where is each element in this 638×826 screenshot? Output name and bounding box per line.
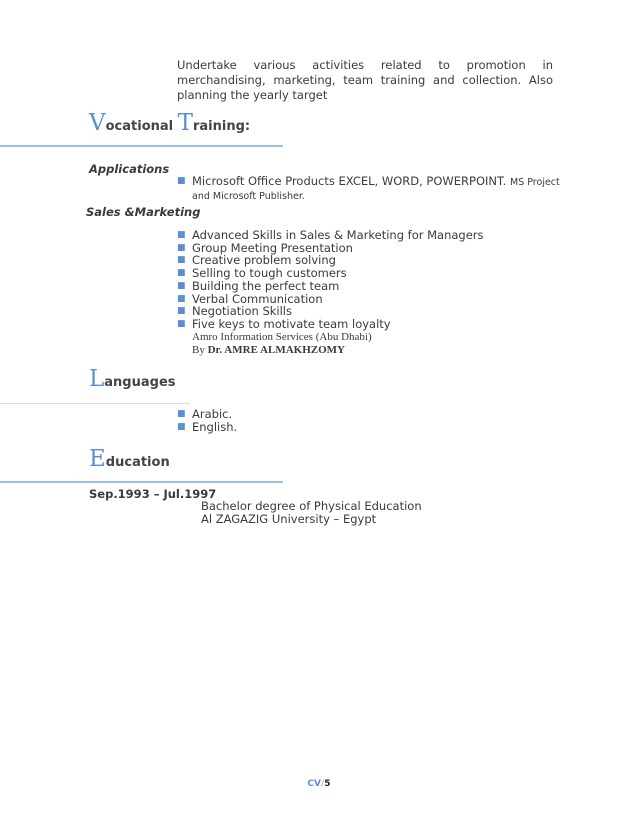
heading-initial: V: [89, 110, 106, 136]
applications-list: [177, 174, 560, 203]
vocational-training-heading: [89, 110, 250, 136]
bullet-icon: ■: [177, 293, 186, 304]
list-item: ■ Arabic.: [177, 407, 233, 421]
intro-paragraph: Undertake various activities related to promotion in merchandising, marketing, team training and collection. Also planning the yearly target: [177, 58, 553, 102]
list-item: ■ Advanced Skills in Sales & Marketing for Managers: [177, 228, 484, 242]
page-footer: [0, 779, 638, 789]
list-item: ■ Group Meeting Presentation: [177, 240, 353, 255]
training-provider: Amro Information Services (Abu Dhabi): [192, 330, 372, 343]
heading-text: anguages: [104, 375, 176, 390]
section-divider: [0, 145, 283, 147]
heading-initial: E: [89, 446, 106, 472]
education-university: Al ZAGAZIG University – Egypt: [201, 512, 377, 526]
sales-marketing-subheading: Sales &Marketing: [86, 205, 201, 219]
bullet-icon: ■: [177, 318, 186, 329]
list-item: ■ Verbal Communication: [177, 291, 323, 306]
bullet-icon: ■: [177, 230, 186, 240]
section-divider: [0, 481, 283, 483]
heading-text: raining:: [193, 119, 251, 134]
sales-marketing-list: [177, 229, 484, 357]
footer-separator: /: [321, 779, 325, 789]
bullet-icon: ■: [177, 409, 186, 419]
applications-main-text: Microsoft Office Products EXCEL, WORD, POWERPOINT.: [192, 174, 507, 188]
list-item: ■ Building the perfect team: [177, 278, 340, 293]
heading-text: ducation: [105, 455, 170, 470]
list-item: ■ Five keys to motivate team loyalty: [177, 316, 391, 331]
heading-text: ocational: [105, 119, 178, 134]
trainer-name: Dr. AMRE ALMAKHZOMY: [207, 343, 345, 356]
bullet-icon: ■: [177, 268, 186, 279]
list-item: ■ English.: [177, 419, 238, 434]
bullet-icon: ■: [177, 280, 186, 291]
list-item: ■ Creative problem solving: [177, 253, 336, 268]
education-date-range: Sep.1993 – Jul.1997: [89, 487, 217, 501]
bullet-icon: ■: [177, 242, 186, 253]
applications-line2: and Microsoft Publisher.: [192, 190, 305, 202]
footer-cv: CV: [307, 779, 321, 789]
bullet-icon: ■: [177, 176, 186, 186]
applications-subheading: Applications: [89, 162, 170, 176]
education-heading: [89, 446, 170, 472]
list-item: ■ Negotiation Skills: [177, 304, 292, 319]
section-divider: [0, 403, 190, 404]
languages-list: [177, 408, 237, 433]
trainer-line: By Dr. AMRE ALMAKHZOMY: [192, 343, 345, 356]
applications-small-text: MS Project: [510, 177, 560, 188]
education-degree: Bachelor degree of Physical Education: [201, 499, 422, 513]
languages-heading: [89, 366, 176, 392]
heading-initial: T: [177, 110, 193, 136]
heading-initial: L: [89, 366, 105, 392]
bullet-icon: ■: [177, 306, 186, 317]
list-item: ■ Selling to tough customers: [177, 266, 347, 281]
bullet-icon: ■: [177, 255, 186, 266]
list-item: [177, 174, 560, 203]
bullet-icon: ■: [177, 421, 186, 432]
page-number: 5: [324, 779, 331, 789]
